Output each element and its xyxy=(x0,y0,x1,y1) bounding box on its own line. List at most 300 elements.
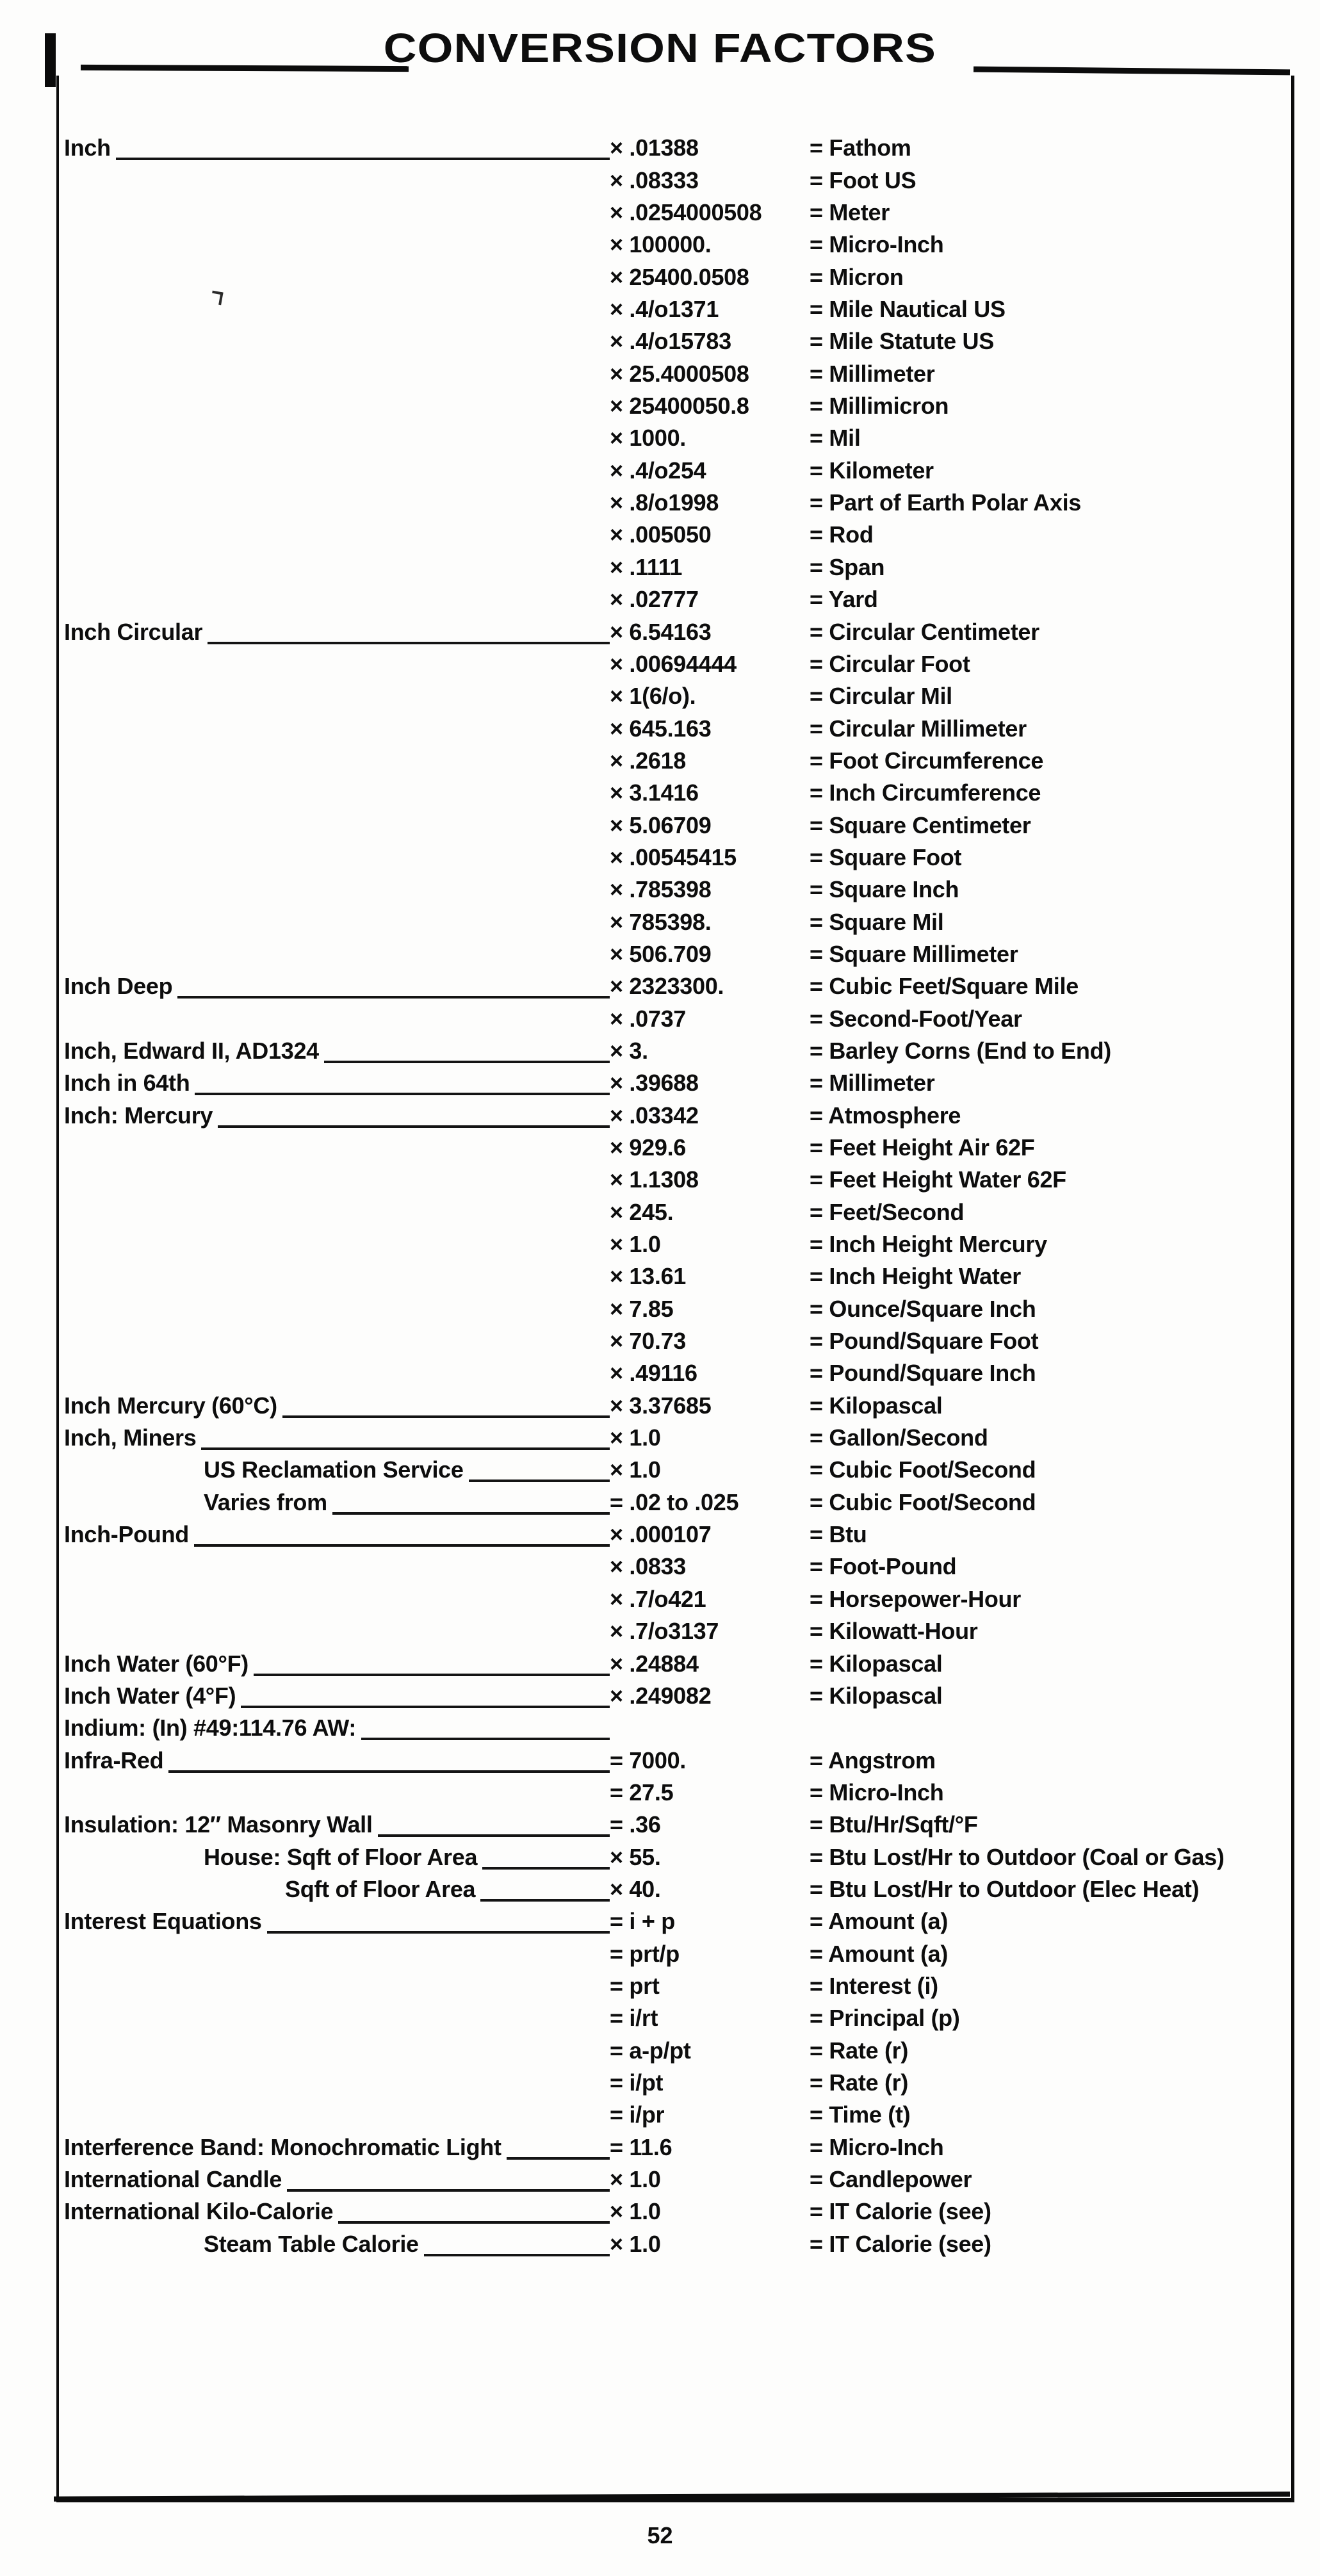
row-label: Inch in 64th xyxy=(64,1070,190,1096)
row-label xyxy=(64,1578,68,1583)
row-label-cell xyxy=(64,1394,610,1422)
row-label xyxy=(64,546,68,551)
row-unit: = Amount (a) xyxy=(810,1908,949,1935)
row-unit: = Square Mil xyxy=(810,908,944,935)
row-leader-line xyxy=(332,1512,610,1515)
row-unit: = Rod xyxy=(810,521,874,548)
row-unit: = IT Calorie (see) xyxy=(810,2198,991,2225)
row-factor: × 25.4000508 xyxy=(610,360,749,387)
row-label-cell xyxy=(64,2133,610,2164)
conversion-row xyxy=(64,842,1276,874)
conversion-row xyxy=(64,229,1276,261)
row-label-cell xyxy=(64,1256,610,1260)
row-factor: = i/pr xyxy=(610,2101,665,2128)
row-leader-line xyxy=(177,996,610,999)
page-number: 52 xyxy=(647,2522,673,2548)
row-label-cell xyxy=(64,2030,610,2034)
row-unit: = Micro-Inch xyxy=(810,1779,944,1806)
row-unit: = Feet Height Air 62F xyxy=(810,1134,1035,1161)
row-label xyxy=(64,740,68,745)
row-unit: = Mile Nautical US xyxy=(810,296,1006,323)
conversion-row xyxy=(64,1164,1276,1196)
row-label xyxy=(64,611,68,615)
row-unit: = Btu Lost/Hr to Outdoor (Elec Heat) xyxy=(810,1875,1200,1902)
conversion-row xyxy=(64,1002,1276,1034)
row-factor: = .36 xyxy=(610,1811,661,1838)
conversion-row xyxy=(64,1647,1276,1679)
row-factor: × 13.61 xyxy=(610,1263,687,1290)
row-label: Sqft of Floor Area xyxy=(285,1875,476,1902)
row-label xyxy=(64,2030,68,2034)
conversion-row xyxy=(64,680,1276,712)
row-label: House: Sqft of Floor Area xyxy=(204,1843,478,1870)
row-factor: × 785398. xyxy=(610,908,712,935)
row-label: Inch: Mercury xyxy=(64,1102,213,1129)
row-unit: = Cubic Foot/Second xyxy=(810,1456,1036,1483)
conversion-row xyxy=(64,1035,1276,1067)
row-label-cell xyxy=(64,1458,610,1486)
conversion-row xyxy=(64,615,1276,648)
row-factor: × .4/o1371 xyxy=(610,296,719,323)
row-label-cell xyxy=(64,837,610,842)
row-factor: = i/rt xyxy=(610,2005,658,2032)
row-label-cell xyxy=(64,321,610,325)
row-unit: = Square Inch xyxy=(810,876,959,903)
row-factor: × 645.163 xyxy=(610,715,712,742)
row-label-cell xyxy=(64,1578,610,1583)
conversion-row xyxy=(64,454,1276,486)
row-label-cell xyxy=(64,546,610,551)
row-label-cell xyxy=(64,224,610,229)
row-factor: × .24884 xyxy=(610,1650,699,1677)
row-factor: × 1.0 xyxy=(610,1456,661,1483)
row-label xyxy=(64,2126,68,2131)
row-unit: = Yard xyxy=(810,586,878,613)
row-factor: × .00545415 xyxy=(610,844,737,870)
row-factor: × .0737 xyxy=(610,1005,687,1032)
row-label xyxy=(64,1611,68,1615)
conversion-row xyxy=(64,164,1276,196)
row-leader-line xyxy=(254,1674,610,1676)
row-unit: = Principal (p) xyxy=(810,2005,960,2032)
row-label: Inch, Miners xyxy=(64,1424,197,1451)
row-label-cell xyxy=(64,740,610,745)
row-factor: × 2323300. xyxy=(610,973,724,1000)
row-label xyxy=(64,192,68,197)
row-label: Inch, Edward II, AD1324 xyxy=(64,1037,319,1064)
row-factor: × 1.0 xyxy=(610,1424,661,1451)
row-label-cell xyxy=(64,1804,610,1809)
row-label xyxy=(64,1385,68,1389)
row-label xyxy=(64,1353,68,1357)
row-unit: = Kilometer xyxy=(810,457,934,484)
row-unit: = Micron xyxy=(810,263,904,290)
conversion-row xyxy=(64,1292,1276,1325)
row-label-cell xyxy=(64,869,610,874)
row-label-cell xyxy=(64,1523,610,1551)
row-factor: = 7000. xyxy=(610,1747,687,1773)
row-factor: × .0833 xyxy=(610,1553,687,1580)
row-unit: = Feet Height Water 62F xyxy=(810,1166,1066,1193)
row-factor: × .2618 xyxy=(610,747,687,774)
row-factor: × .4/o254 xyxy=(610,457,706,484)
row-label-cell xyxy=(64,1385,610,1389)
row-label-cell xyxy=(64,1104,610,1132)
row-factor: = i/pt xyxy=(610,2069,664,2096)
row-leader-line xyxy=(218,1125,610,1128)
conversion-row xyxy=(64,1260,1276,1292)
row-label xyxy=(64,256,68,261)
row-unit: = Btu/Hr/Sqft/°F xyxy=(810,1811,978,1838)
row-unit: = Pound/Square Inch xyxy=(810,1360,1036,1387)
row-unit: = IT Calorie (see) xyxy=(810,2230,991,2257)
row-unit: = Inch Height Mercury xyxy=(810,1231,1047,1258)
row-label-cell xyxy=(64,1426,610,1454)
row-label-cell xyxy=(64,1072,610,1099)
row-label-cell xyxy=(64,1716,610,1744)
row-factor: × .785398 xyxy=(610,876,712,903)
row-factor: × 1.0 xyxy=(610,2230,661,2257)
conversion-row xyxy=(64,583,1276,615)
page-title xyxy=(0,24,1320,72)
row-unit: = Inch Height Water xyxy=(810,1263,1022,1290)
conversion-row xyxy=(64,2164,1276,2196)
row-label: Inch Water (60°F) xyxy=(64,1650,249,1677)
row-unit: = Kilowatt-Hour xyxy=(810,1618,978,1645)
row-leader-line xyxy=(480,1899,610,1902)
conversion-row xyxy=(64,745,1276,777)
row-label xyxy=(64,386,68,390)
row-factor: × 1.0 xyxy=(610,1231,661,1258)
row-unit: = Micro-Inch xyxy=(810,231,944,258)
row-unit: = Square Foot xyxy=(810,844,962,870)
row-leader-line xyxy=(282,1415,610,1418)
conversion-row xyxy=(64,1712,1276,1744)
conversion-row xyxy=(64,1519,1276,1551)
row-label xyxy=(64,353,68,357)
row-factor: = .02 to .025 xyxy=(610,1488,739,1515)
conversion-row xyxy=(64,487,1276,519)
row-label-cell xyxy=(64,804,610,809)
row-factor: × 1.0 xyxy=(610,2166,661,2192)
row-factor: × .03342 xyxy=(610,1102,699,1129)
row-label-cell xyxy=(64,482,610,487)
conversion-row xyxy=(64,1615,1276,1647)
row-label xyxy=(64,1288,68,1292)
row-factor: × 506.709 xyxy=(610,940,712,967)
row-unit: = Cubic Foot/Second xyxy=(810,1488,1036,1515)
row-label-cell xyxy=(64,386,610,390)
row-unit: = Circular Centimeter xyxy=(810,618,1039,645)
row-factor: = prt xyxy=(610,1972,660,1999)
conversion-row xyxy=(64,2067,1276,2099)
row-unit: = Square Millimeter xyxy=(810,940,1018,967)
row-label-cell xyxy=(64,1843,610,1873)
row-unit: = Span xyxy=(810,553,885,580)
row-factor: × 3.37685 xyxy=(610,1392,712,1419)
row-label-cell xyxy=(64,1039,610,1067)
row-unit: = Btu Lost/Hr to Outdoor (Coal or Gas) xyxy=(810,1843,1225,1870)
conversion-row xyxy=(64,1777,1276,1809)
row-factor: × .39688 xyxy=(610,1070,699,1096)
row-unit: = Barley Corns (End to End) xyxy=(810,1037,1111,1064)
row-leader-line xyxy=(194,1544,610,1547)
row-label-cell xyxy=(64,1910,610,1937)
row-unit: = Foot US xyxy=(810,167,917,193)
row-factor xyxy=(610,1740,810,1744)
row-unit: = Interest (i) xyxy=(810,1972,938,1999)
row-label-cell xyxy=(64,256,610,261)
row-factor: × .7/o421 xyxy=(610,1585,706,1612)
conversion-row xyxy=(64,906,1276,938)
row-leader-line xyxy=(482,1867,610,1870)
row-unit: = Gallon/Second xyxy=(810,1424,988,1451)
row-factor: × .01388 xyxy=(610,135,699,161)
conversion-row xyxy=(64,132,1276,164)
row-unit: = Circular Mil xyxy=(810,683,952,710)
row-factor: × 1(6/o). xyxy=(610,683,696,710)
row-label-cell xyxy=(64,966,610,970)
conversion-row xyxy=(64,1099,1276,1131)
row-factor: × .000107 xyxy=(610,1521,712,1548)
conversion-row xyxy=(64,1744,1276,1776)
row-factor: × .02777 xyxy=(610,586,699,613)
row-label xyxy=(64,708,68,712)
row-unit: = Time (t) xyxy=(810,2101,911,2128)
row-unit: = Pound/Square Foot xyxy=(810,1328,1039,1355)
conversion-row xyxy=(64,1132,1276,1164)
row-label-cell xyxy=(64,618,610,648)
row-label xyxy=(64,1998,68,2002)
row-label: International Candle xyxy=(64,2166,282,2192)
conversion-row xyxy=(64,874,1276,906)
row-label xyxy=(64,676,68,680)
row-factor: × 100000. xyxy=(610,231,712,258)
row-factor: × .4/o15783 xyxy=(610,328,731,355)
row-unit: = Millimicron xyxy=(810,393,949,420)
row-label xyxy=(64,1191,68,1196)
row-label xyxy=(64,482,68,487)
row-label-cell xyxy=(64,514,610,519)
row-label-cell xyxy=(64,2062,610,2067)
row-factor: × .249082 xyxy=(610,1682,712,1709)
row-unit: = Rate (r) xyxy=(810,2037,909,2064)
row-label-cell xyxy=(64,579,610,583)
conversion-row xyxy=(64,1841,1276,1873)
row-label: Interest Equations xyxy=(64,1908,262,1935)
row-label xyxy=(64,901,68,906)
row-unit: = Candlepower xyxy=(810,2166,972,2192)
row-factor: × .00694444 xyxy=(610,650,737,677)
row-label-cell xyxy=(64,611,610,615)
conversion-row xyxy=(64,357,1276,389)
row-label-cell xyxy=(64,1191,610,1196)
conversion-row xyxy=(64,1486,1276,1518)
row-label-cell xyxy=(64,2200,610,2228)
row-label xyxy=(64,1224,68,1228)
row-label-cell xyxy=(64,1288,610,1292)
conversion-row xyxy=(64,1389,1276,1421)
row-leader-line xyxy=(168,1770,610,1773)
row-unit: = Ounce/Square Inch xyxy=(810,1295,1036,1322)
row-factor: × 245. xyxy=(610,1198,674,1225)
row-unit: = Fathom xyxy=(810,135,911,161)
row-factor: × 3.1416 xyxy=(610,779,699,806)
row-label-cell xyxy=(64,192,610,197)
conversion-row xyxy=(64,1970,1276,2002)
row-leader-line xyxy=(208,642,610,644)
row-unit: = Kilopascal xyxy=(810,1682,943,1709)
row-leader-line xyxy=(201,1447,610,1450)
row-label-cell xyxy=(64,1652,610,1680)
row-label-cell xyxy=(64,2168,610,2196)
row-leader-line xyxy=(195,1093,610,1095)
conversion-row xyxy=(64,519,1276,551)
row-label xyxy=(64,1321,68,1325)
row-label-cell xyxy=(64,1749,610,1777)
row-label xyxy=(64,579,68,583)
conversion-row xyxy=(64,648,1276,680)
row-label-cell xyxy=(64,450,610,454)
row-label: Inch Water (4°F) xyxy=(64,1682,236,1709)
row-label-cell xyxy=(64,1684,610,1712)
conversion-row xyxy=(64,261,1276,293)
row-label: Inch-Pound xyxy=(64,1521,189,1548)
conversion-row xyxy=(64,2228,1276,2260)
conversion-row xyxy=(64,1228,1276,1260)
row-label xyxy=(64,514,68,519)
row-factor: × .7/o3137 xyxy=(610,1618,719,1645)
row-leader-line xyxy=(287,2189,610,2192)
row-leader-line xyxy=(241,1706,610,1708)
row-label-cell xyxy=(64,934,610,938)
row-unit: = Millimeter xyxy=(810,1070,935,1096)
row-label xyxy=(64,1159,68,1164)
row-label-cell xyxy=(64,1813,610,1841)
row-label: Inch Circular xyxy=(64,618,203,645)
row-leader-line xyxy=(361,1738,610,1740)
row-unit: = Kilopascal xyxy=(810,1650,943,1677)
conversion-row xyxy=(64,1357,1276,1389)
row-factor: × 929.6 xyxy=(610,1134,687,1161)
conversion-row xyxy=(64,1067,1276,1099)
row-factor: × .08333 xyxy=(610,167,699,193)
conversion-row xyxy=(64,293,1276,325)
conversion-row xyxy=(64,1873,1276,1905)
conversion-row xyxy=(64,809,1276,841)
row-label-cell xyxy=(64,418,610,422)
row-leader-line xyxy=(267,1931,610,1934)
row-label: Indium: (In) #49:114.76 AW: xyxy=(64,1715,357,1741)
row-factor: = a-p/pt xyxy=(610,2037,691,2064)
row-unit: = Mile Statute US xyxy=(810,328,994,355)
conversion-row xyxy=(64,390,1276,422)
row-unit: = Second-Foot/Year xyxy=(810,1005,1022,1032)
row-factor: = 27.5 xyxy=(610,1779,674,1806)
row-label-cell xyxy=(64,901,610,906)
row-factor: × 1000. xyxy=(610,425,687,452)
row-factor: × .005050 xyxy=(610,521,712,548)
row-unit: = Square Centimeter xyxy=(810,811,1031,838)
row-label xyxy=(64,934,68,938)
conversion-row xyxy=(64,2002,1276,2034)
page-title-text: CONVERSION FACTORS xyxy=(383,25,937,71)
row-label xyxy=(64,418,68,422)
conversion-row xyxy=(64,1809,1276,1841)
conversion-row xyxy=(64,712,1276,744)
row-label xyxy=(64,321,68,325)
row-label: Insulation: 12″ Masonry Wall xyxy=(64,1811,373,1838)
conversion-row xyxy=(64,970,1276,1002)
row-factor: = 11.6 xyxy=(610,2133,672,2160)
row-label-cell xyxy=(64,1966,610,1970)
conversion-row xyxy=(64,197,1276,229)
conversion-row xyxy=(64,2131,1276,2163)
row-unit: = Inch Circumference xyxy=(810,779,1041,806)
row-label xyxy=(64,1804,68,1809)
row-unit: = Kilopascal xyxy=(810,1392,943,1419)
row-factor: × 1.0 xyxy=(610,2198,661,2225)
row-label-cell xyxy=(64,2094,610,2099)
conversion-row xyxy=(64,422,1276,454)
row-unit: = Angstrom xyxy=(810,1747,936,1773)
row-label-cell xyxy=(64,1611,610,1615)
row-factor: × 6.54163 xyxy=(610,618,712,645)
row-leader-line xyxy=(424,2254,610,2256)
row-label-cell xyxy=(64,676,610,680)
row-label-cell xyxy=(64,1875,610,1905)
row-factor: × 3. xyxy=(610,1037,648,1064)
row-label-cell xyxy=(64,708,610,712)
row-unit: = Horsepower-Hour xyxy=(810,1585,1021,1612)
row-label xyxy=(64,1256,68,1260)
row-factor: × 55. xyxy=(610,1843,661,1870)
row-factor: × 1.1308 xyxy=(610,1166,699,1193)
conversion-row xyxy=(64,1551,1276,1583)
row-factor: × 5.06709 xyxy=(610,811,712,838)
row-unit: = Meter xyxy=(810,199,890,226)
row-label xyxy=(64,2062,68,2067)
row-label-cell xyxy=(64,1643,610,1647)
row-label-cell xyxy=(64,136,610,164)
row-unit xyxy=(810,1740,1276,1744)
row-factor: = i + p xyxy=(610,1908,675,1935)
row-factor: × .0254000508 xyxy=(610,199,762,226)
row-label: Steam Table Calorie xyxy=(204,2230,419,2257)
row-unit: = Cubic Feet/Square Mile xyxy=(810,973,1079,1000)
row-label-cell xyxy=(64,975,610,1002)
row-label-cell xyxy=(64,353,610,357)
conversion-row xyxy=(64,1454,1276,1486)
row-factor: × 70.73 xyxy=(610,1328,687,1355)
row-label: Inch Mercury (60°C) xyxy=(64,1392,277,1419)
row-unit: = Atmosphere xyxy=(810,1102,961,1129)
conversion-row xyxy=(64,1196,1276,1228)
row-label xyxy=(64,1966,68,1970)
row-label-cell xyxy=(64,1159,610,1164)
row-leader-line xyxy=(116,158,610,160)
conversion-row xyxy=(64,2196,1276,2228)
row-label-cell xyxy=(64,2230,610,2260)
row-unit: = Part of Earth Polar Axis xyxy=(810,489,1082,516)
row-label xyxy=(64,869,68,874)
row-unit: = Rate (r) xyxy=(810,2069,909,2096)
row-label: Inch Deep xyxy=(64,973,173,1000)
row-label xyxy=(64,1031,68,1035)
conversion-row xyxy=(64,1583,1276,1615)
row-leader-line xyxy=(469,1480,610,1482)
row-label-cell xyxy=(64,2126,610,2131)
